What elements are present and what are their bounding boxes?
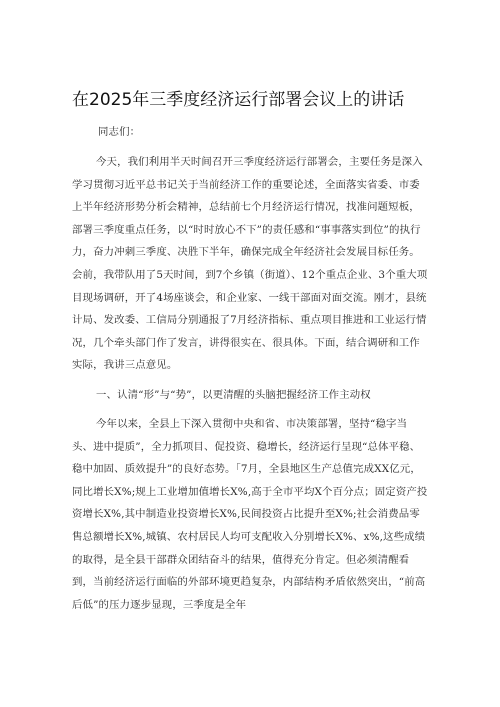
paragraph-opening: 今天，我们利用半天时间召开三季度经济运行部署会，主要任务是深入学习贯彻习近平总书记关于当前经济工作的重要论述，全面落实省委、市委上半年经济形势分析会精神，总结前七个月经济运行情况，找准问题短板，部署三季度重点任务，以“时时放心不下”的责任感和“事事落实到位”的执行力，奋力冲刺三季度、决胜下半年，确保完成全年经济社会发展目标任务。会前，我带队用了5天时间，到7个乡镇（街道）、12个重点企业、3个重大项目现场调研，开了4场座谈会，和企业家、一线干部面对面交流。刚才，县统计局、发改委、工信局分别通报了7月经济指标、重点项目推进和工业运行情况，几个牵头部门作了发言，讲得很实在、很具体。下面，结合调研和工作实际，我讲三点意见。 [72, 156, 428, 372]
section-heading-1: 一、认清“形”与“势”，以更清醒的头脑把握经济工作主动权 [96, 389, 371, 401]
page-title: 在2025年三季度经济运行部署会议上的讲话 [72, 90, 405, 110]
paragraph-section-1: 今年以来，全县上下深入贯彻中央和省、市决策部署，坚持“稳字当头、进中提质”，全力抓项目、促投资、稳增长，经济运行呈现“总体平稳、稳中加固、质效提升”的良好态势。「7月，全县地区生产总值完成XX亿元，同比增长X%;规上工业增加值增长X%,高于全市平均X个百分点；固定资产投资增长X%,其中制造业投资增长X%,民间投资占比提升至X%;社会消费品零售总额增长X%,城镇、农村居民人均可支配收入分别增长X%、x%,这些成绩的取得，是全县干部群众团结奋斗的结果，值得充分肯定。但必须清醒看到，当前经济运行面临的外部环境更趋复杂，内部结构矛盾依然突出，“前高后低”的压力逐步显现，三季度是全年 [72, 418, 428, 611]
greeting-text: 同志们： [98, 126, 141, 138]
